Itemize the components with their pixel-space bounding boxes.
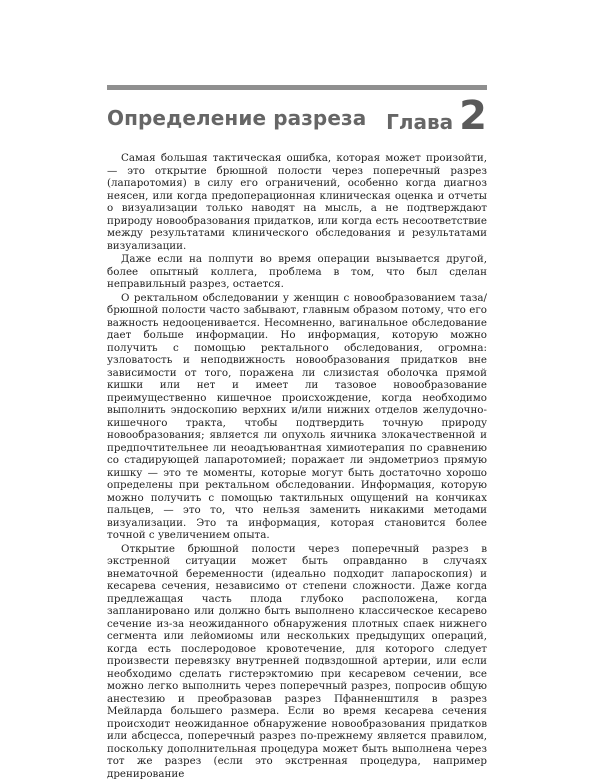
chapter-label (386, 93, 487, 139)
chapter-title: Определение разреза (107, 106, 367, 130)
body-text (107, 152, 487, 781)
header-rule (107, 85, 487, 90)
paragraph: Открытие брюшной полости через поперечный разрез в экстренной ситуации может быть оправданно в случаях внематочной беременности (идеально подходит лапароскопия) и кесарева сечения, независимо от степени сложности. Даже когда предлежащая часть плода глубоко расположена, когда запланировано или должно быть выполнено классическое кесарево сечение из-за неожиданного обнаружения плотных спаек нижнего сегмента или лейомиомы или нескольких предыдущих операций, когда есть послеродовое кровотечение, для которого следует произвести перевязку внутренней подвздошной артерии, или если необходимо сделать гистерэктомию при кесаревом сечении, все можно легко выполнить через поперечный разрез, попросив общую анестезию и преобразовав разрез Пфанненштиля в разрез Мейларда большего размера. Если во время кесарева сечения происходит неожиданное обнаружение новообразования придатков или абсцесса, поперечный разрез по-прежнему является правилом, поскольку дополнительная процедура может быть выполнена через тот же разрез (если это экстренная процедура, например дренирование (107, 542, 487, 780)
chapter-number: 2 (459, 93, 487, 139)
paragraph: Даже если на полпути во время операции вызывается другой, более опытный коллега, проблема в том, что был сделан неправильный разрез, остается. (107, 253, 487, 290)
paragraph: Самая большая тактическая ошибка, которая может произойти, — это открытие брюшной полости через поперечный разрез (лапаротомия) в силу его ограничений, особенно когда диагноз неясен, или когда предоперационная клиническая оценка и отчеты о визуализации только наводят на мысль, а не подтверждают природу новообразования придатков, или когда есть несоответствие между результатами клинического обследования и результатами визуализации. (107, 152, 487, 252)
chapter-word: Глава (386, 110, 454, 134)
chapter-header (107, 92, 487, 139)
paragraph: О ректальном обследовании у женщин с новообразованием таза/брюшной полости часто забывают, главным образом потому, что его важность недооценивается. Несомненно, вагинальное обследование дает больше информации. Но информация, которую можно получить с помощью ректального обследования, огромна: узловатость и неподвижность новообразования придатков вне зависимости от того, поражена ли слизистая оболочка прямой кишки или нет и имеет ли тазовое новообразование преимущественно кишечное происхождение, когда необходимо выполнить эндоскопию верхних и/или нижних отделов желудочно-кишечного тракта, чтобы подтвердить точную природу новообразования; является ли опухоль яичника злокачественной и предпочтительнее ли неоадъювантная химиотерапия по сравнению со стадирующей лапаротомией; поражает ли эндометриоз прямую кишку — это те моменты, которые могут быть достаточно хорошо определены при ректальном обследовании. Информация, которую можно получить с помощью тактильных ощущений на кончиках пальцев, — это то, что нельзя заменить никакими методами визуализации. Это та информация, которая становится более точной с увеличением опыта. (107, 291, 487, 541)
